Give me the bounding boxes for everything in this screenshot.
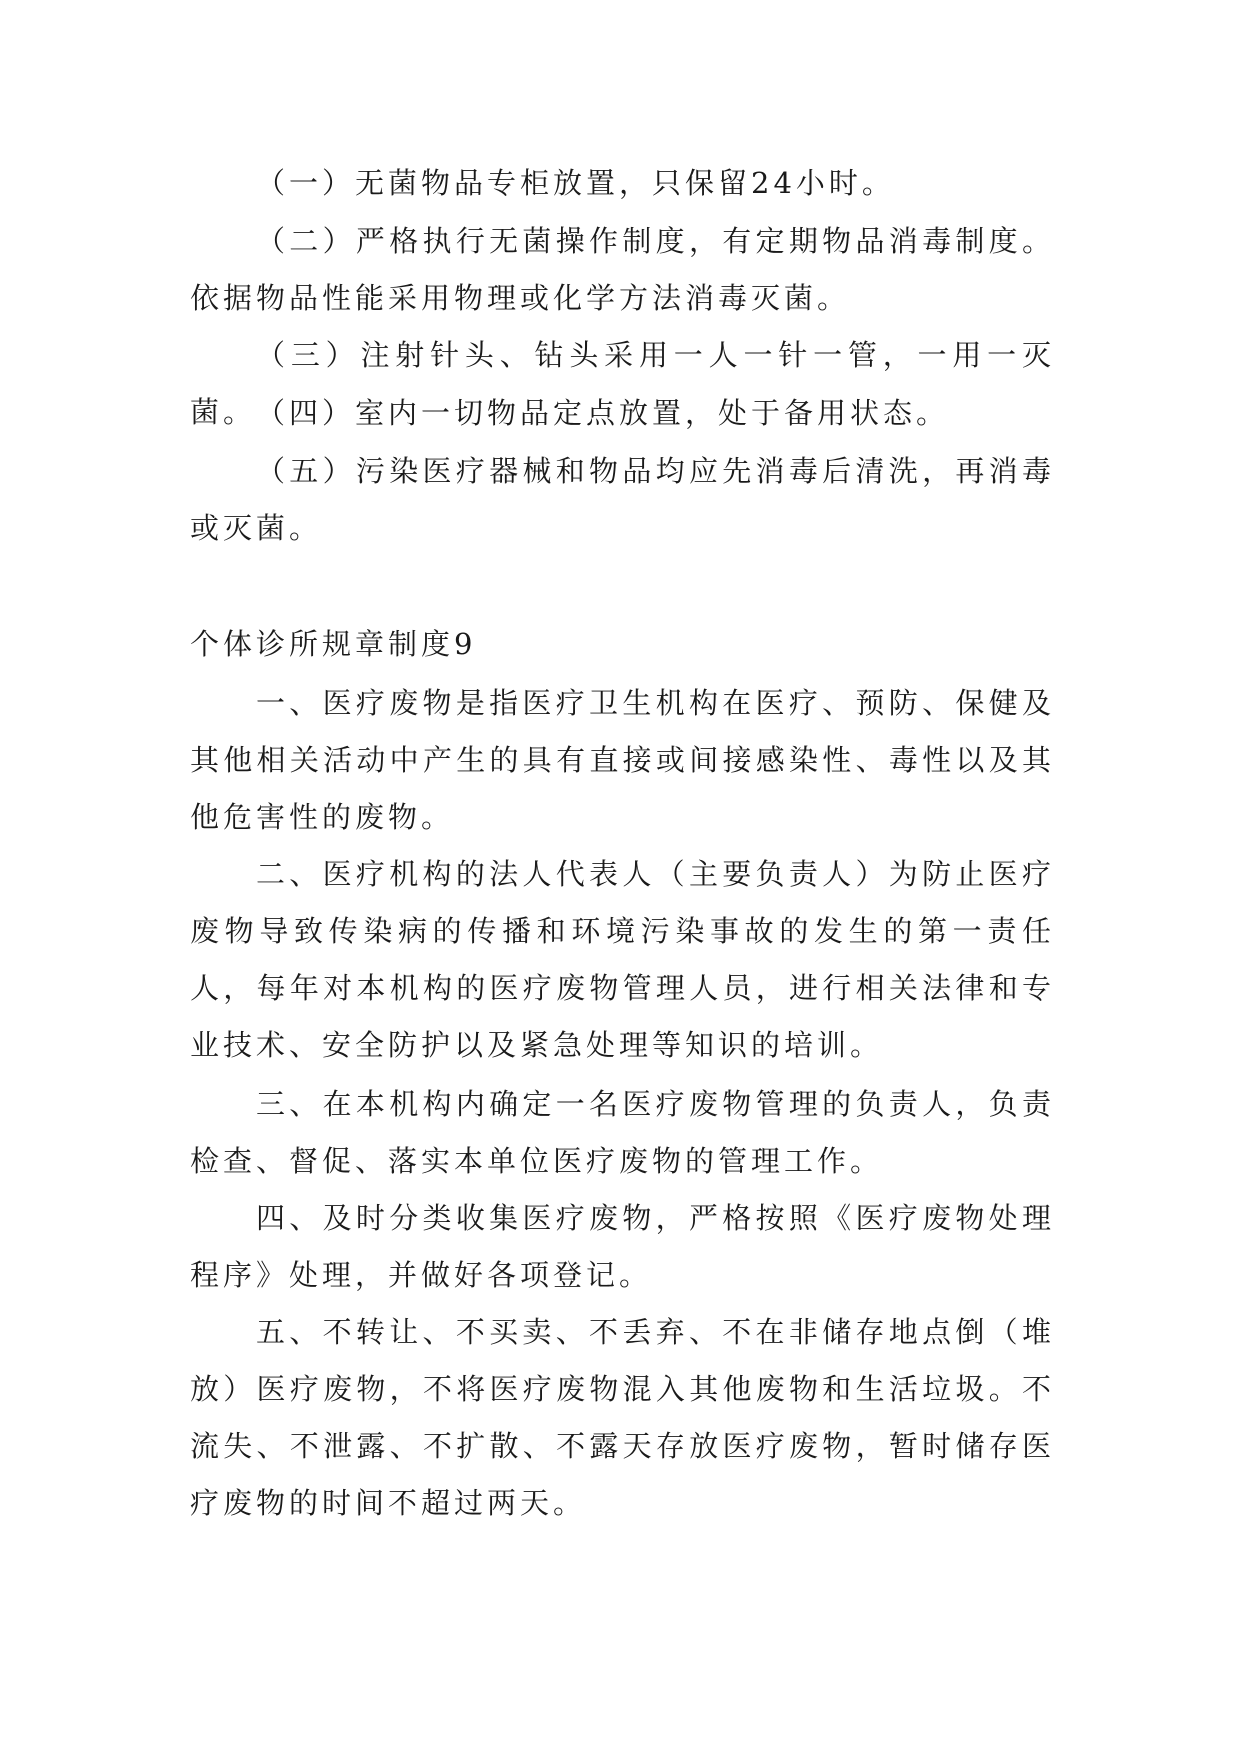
paragraph-rule-2: 二、医疗机构的法人代表人（主要负责人）为防止医疗废物导致传染病的传播和环境污染事故的发生的第一责任人，每年对本机构的医疗废物管理人员，进行相关法律和专业技术、安全防护以及紧急处理等知识的培训。 [190,857,1055,1062]
paragraph-item-4: （四）室内一切物品定点放置，处于备用状态。 [256,396,950,430]
paragraph-rule-4: 四、及时分类收集医疗废物，严格按照《医疗废物处理程序》处理，并做好各项登记。 [190,1201,1055,1292]
paragraph-item-2: （二）严格执行无菌操作制度，有定期物品消毒制度。依据物品性能采用物理或化学方法消毒灭菌。 [190,224,1055,315]
section-heading: 个体诊所规章制度9 [190,627,477,661]
paragraph-rule-3: 三、在本机构内确定一名医疗废物管理的负责人，负责检查、督促、落实本单位医疗废物的管理工作。 [190,1087,1055,1178]
paragraph-item-1: （一）无菌物品专柜放置，只保留24小时。 [256,166,895,200]
paragraph-rule-5: 五、不转让、不买卖、不丢弃、不在非储存地点倒（堆放）医疗废物，不将医疗废物混入其他废物和生活垃圾。不流失、不泄露、不扩散、不露天存放医疗废物，暂时储存医疗废物的时间不超过两天。 [190,1315,1055,1520]
paragraph-item-5: （五）污染医疗器械和物品均应先消毒后清洗，再消毒或灭菌。 [190,454,1055,545]
paragraph-rule-1: 一、医疗废物是指医疗卫生机构在医疗、预防、保健及其他相关活动中产生的具有直接或间接感染性、毒性以及其他危害性的废物。 [190,686,1055,834]
paragraph-item-3: （三）注射针头、钻头采用一人一针一管，一用一灭菌。 [190,338,1055,429]
